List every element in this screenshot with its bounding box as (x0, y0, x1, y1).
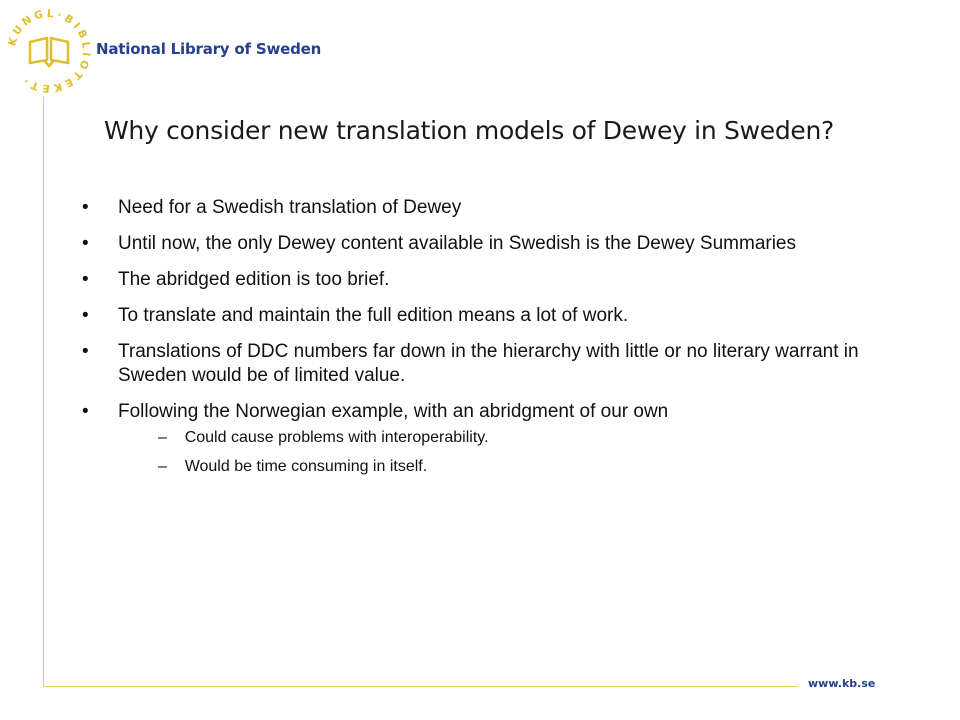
bullet-marker: • (82, 197, 89, 218)
bullet-marker: • (82, 401, 89, 422)
bullet-marker: • (82, 269, 89, 290)
bullet-marker: • (82, 341, 89, 362)
left-divider (43, 97, 44, 687)
kb-logo (6, 8, 92, 94)
bullet-item (78, 268, 878, 292)
bullet-item (78, 400, 878, 424)
sub-bullet-marker: – (158, 429, 167, 446)
bullet-list (78, 196, 878, 486)
sub-bullet-marker: – (158, 458, 167, 475)
bottom-divider (43, 686, 798, 687)
footer-url[interactable]: www.kb.se (808, 677, 876, 690)
sub-bullet-item (78, 457, 878, 477)
bullet-item (78, 304, 878, 328)
bullet-text: Until now, the only Dewey content available in Swedish is the Dewey Summaries (118, 233, 796, 254)
bullet-text: To translate and maintain the full edition means a lot of work. (118, 305, 629, 326)
bullet-item (78, 196, 878, 220)
sub-bullet-text: Could cause problems with interoperability. (184, 429, 489, 446)
organization-name: National Library of Sweden (96, 40, 322, 58)
sub-bullet-item (78, 428, 878, 448)
bullet-text: Need for a Swedish translation of Dewey (118, 197, 462, 218)
bullet-marker: • (82, 233, 89, 254)
bullet-item (78, 340, 878, 388)
svg-text:KUNGL·BIBLIOTEKET·: KUNGL·BIBLIOTEKET· (6, 8, 92, 94)
bullet-item (78, 232, 878, 256)
bullet-marker: • (82, 305, 89, 326)
bullet-text: Following the Norwegian example, with an abridgment of our own (118, 401, 669, 422)
bullet-text: The abridged edition is too brief. (118, 269, 390, 290)
slide-title: Why consider new translation models of Dewey in Sweden? (104, 116, 834, 145)
bullet-text: Translations of DDC numbers far down in the hierarchy with little or no literary warrant in Sweden would be of limited value. (118, 341, 859, 386)
sub-bullet-text: Would be time consuming in itself. (184, 458, 428, 475)
book-icon (30, 38, 68, 66)
